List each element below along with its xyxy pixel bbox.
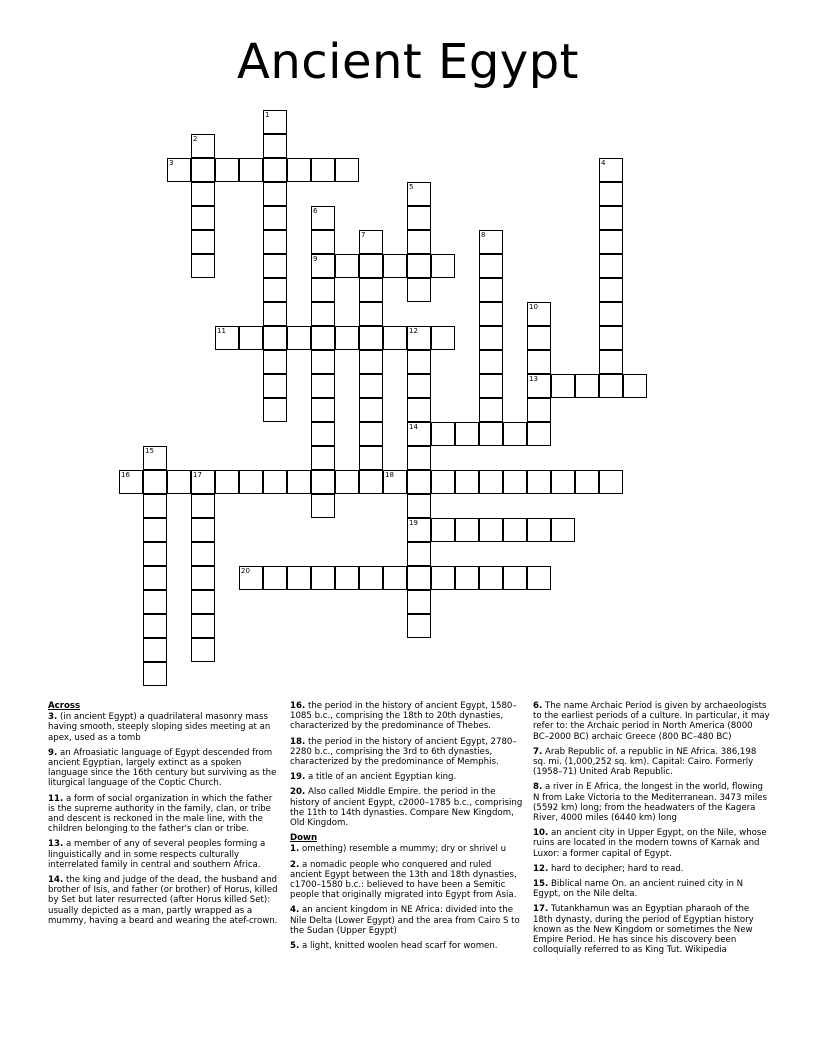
grid-cell[interactable] <box>479 470 503 494</box>
clue-text: a light, knitted woolen head scarf for women. <box>299 941 498 952</box>
grid-cell[interactable] <box>263 374 287 398</box>
grid-cell[interactable] <box>527 374 551 398</box>
clue-item <box>290 701 526 732</box>
grid-cell[interactable] <box>335 566 359 590</box>
clue-number: 18 <box>385 471 394 479</box>
grid-cell[interactable] <box>479 350 503 374</box>
grid-cell[interactable] <box>167 470 191 494</box>
grid-cell[interactable] <box>311 254 335 278</box>
grid-cell[interactable] <box>407 398 431 422</box>
grid-cell[interactable] <box>359 254 383 278</box>
grid-cell[interactable] <box>335 158 359 182</box>
grid-cell[interactable] <box>311 302 335 326</box>
grid-cell[interactable] <box>143 470 167 494</box>
clue-number: 7. <box>533 746 543 757</box>
grid-cell[interactable] <box>311 470 335 494</box>
clue-item <box>533 701 770 742</box>
grid-cell[interactable] <box>551 470 575 494</box>
grid-cell[interactable] <box>191 230 215 254</box>
grid-cell[interactable] <box>407 278 431 302</box>
grid-cell[interactable] <box>311 326 335 350</box>
grid-cell[interactable] <box>407 566 431 590</box>
grid-cell[interactable] <box>407 326 431 350</box>
grid-cell[interactable] <box>623 374 647 398</box>
clue-item <box>48 712 280 743</box>
grid-cell[interactable] <box>263 350 287 374</box>
grid-cell[interactable] <box>311 350 335 374</box>
grid-cell[interactable] <box>263 566 287 590</box>
clue-text: omething) resemble a mummy; dry or shrivel u <box>299 844 507 855</box>
clue-number: 19. <box>290 772 306 783</box>
clue-text: (in ancient Egypt) a quadrilateral masonry mass having smooth, steeply sloping sides meeting at an apex, used as a tomb <box>48 712 271 743</box>
clue-item <box>290 844 526 854</box>
across-clue-list-continued <box>290 701 526 828</box>
grid-cell[interactable] <box>527 350 551 374</box>
clue-number: 16 <box>121 471 130 479</box>
clue-item <box>533 782 770 823</box>
clue-item <box>533 904 770 955</box>
clue-number: 14. <box>48 875 64 886</box>
grid-cell[interactable] <box>479 254 503 278</box>
clues-column-2 <box>290 701 526 956</box>
clue-text: the period in the history of ancient Egypt, 2780–2280 b.c., comprising the 3rd to 6th dynasties, characterized by the predominance of Memphis. <box>290 736 517 768</box>
grid-cell[interactable] <box>575 470 599 494</box>
grid-cell[interactable] <box>599 254 623 278</box>
clue-number: 16. <box>290 701 306 711</box>
grid-cell[interactable] <box>431 518 455 542</box>
clue-item <box>290 941 526 951</box>
clue-text: Arab Republic of. a republic in NE Africa. 386,198 sq. mi. (1,000,252 sq. km). Capital: Cairo. Formerly (1958–71) United Arab Republic. <box>533 746 757 778</box>
clue-number: 20 <box>241 567 250 575</box>
grid-cell[interactable] <box>239 158 263 182</box>
clue-number: 17 <box>193 471 202 479</box>
clue-number: 6. <box>533 701 543 711</box>
grid-cell[interactable] <box>455 470 479 494</box>
grid-cell[interactable] <box>431 422 455 446</box>
clue-text: an ancient city in Upper Egypt, on the Nile, whose ruins are located in the modern towns of Karnak and Luxor: a former capital of Egypt. <box>533 828 767 859</box>
clue-number: 3 <box>169 159 174 167</box>
grid-cell[interactable] <box>407 422 431 446</box>
grid-cell[interactable] <box>191 518 215 542</box>
grid-cell[interactable] <box>527 422 551 446</box>
grid-cell[interactable] <box>359 326 383 350</box>
grid-cell[interactable] <box>599 350 623 374</box>
clue-item <box>533 828 770 859</box>
grid-cell[interactable] <box>191 566 215 590</box>
clue-item <box>533 864 770 874</box>
grid-cell[interactable] <box>479 278 503 302</box>
grid-cell[interactable] <box>407 494 431 518</box>
grid-cell[interactable] <box>479 326 503 350</box>
grid-cell[interactable] <box>143 494 167 518</box>
clue-text: Biblical name On. an ancient ruined city in N Egypt, on the Nile delta. <box>533 879 744 900</box>
grid-cell[interactable] <box>359 350 383 374</box>
grid-cell[interactable] <box>407 590 431 614</box>
grid-cell[interactable] <box>191 182 215 206</box>
clue-text: hard to decipher; hard to read. <box>548 863 684 874</box>
grid-cell[interactable] <box>143 446 167 470</box>
clue-text: the king and judge of the dead, the husband and brother of Isis, and father (or brother) of Horus, killed by Set but later resurrected (after Horus killed Set): usually depicted as a man, partly wrapped as a mummy, having a beard and wearing the atef-crown. <box>48 875 278 926</box>
clue-item <box>290 787 526 828</box>
grid-cell[interactable] <box>503 566 527 590</box>
grid-cell[interactable] <box>527 470 551 494</box>
grid-cell[interactable] <box>263 398 287 422</box>
grid-cell[interactable] <box>431 326 455 350</box>
clue-number: 20. <box>290 787 306 798</box>
grid-cell[interactable] <box>191 614 215 638</box>
grid-cell[interactable] <box>575 374 599 398</box>
grid-cell[interactable] <box>527 398 551 422</box>
grid-cell[interactable] <box>383 326 407 350</box>
across-header: Across <box>48 701 81 711</box>
clues-column-1 <box>48 701 280 931</box>
grid-cell[interactable] <box>551 518 575 542</box>
down-clue-list <box>290 844 526 951</box>
grid-cell[interactable] <box>191 134 215 158</box>
grid-cell[interactable] <box>191 254 215 278</box>
grid-cell[interactable] <box>479 398 503 422</box>
clue-number: 1 <box>265 111 270 119</box>
grid-cell[interactable] <box>311 422 335 446</box>
clue-number: 12. <box>533 863 549 874</box>
grid-cell[interactable] <box>503 422 527 446</box>
grid-cell[interactable] <box>143 542 167 566</box>
grid-cell[interactable] <box>431 254 455 278</box>
grid-cell[interactable] <box>191 158 215 182</box>
clue-number: 1. <box>290 844 300 855</box>
clue-number: 8 <box>481 231 486 239</box>
clue-number: 5. <box>290 941 300 952</box>
clue-number: 10. <box>533 828 549 839</box>
grid-cell[interactable] <box>455 518 479 542</box>
grid-cell[interactable] <box>335 254 359 278</box>
clue-number: 13 <box>529 375 538 383</box>
grid-cell[interactable] <box>431 470 455 494</box>
clue-number: 18. <box>290 736 306 747</box>
clue-text: a nomadic people who conquered and ruled ancient Egypt between the 13th and 18th dynasties, c1700–1580 b.c.: believed to have been a Semitic people that originally migrated into Egypt from Asia. <box>290 859 517 901</box>
grid-cell[interactable] <box>143 614 167 638</box>
grid-cell[interactable] <box>191 638 215 662</box>
grid-cell[interactable] <box>407 182 431 206</box>
grid-cell[interactable] <box>479 374 503 398</box>
grid-cell[interactable] <box>407 470 431 494</box>
grid-cell[interactable] <box>479 422 503 446</box>
grid-cell[interactable] <box>191 470 215 494</box>
clue-number: 12 <box>409 327 418 335</box>
clue-item <box>290 772 526 782</box>
grid-cell[interactable] <box>359 278 383 302</box>
grid-cell[interactable] <box>527 326 551 350</box>
grid-cell[interactable] <box>359 302 383 326</box>
clue-text: The name Archaic Period is given by archaeologists to the earliest periods of a culture. In particular, it may refer to: the Archaic period in North America (8000 BC–2000 BC) archaic Greece (800 BC–480 BC) <box>533 701 770 742</box>
grid-cell[interactable] <box>527 566 551 590</box>
grid-cell[interactable] <box>263 326 287 350</box>
grid-cell[interactable] <box>407 350 431 374</box>
grid-cell[interactable] <box>287 326 311 350</box>
grid-cell[interactable] <box>311 566 335 590</box>
clue-number: 9 <box>313 255 318 263</box>
grid-cell[interactable] <box>599 326 623 350</box>
grid-cell[interactable] <box>215 326 239 350</box>
clue-text: the period in the history of ancient Egypt, 1580–1085 b.c., comprising the 18th to 20th dynasties, characterized by the predominance of Thebes. <box>290 701 517 732</box>
grid-cell[interactable] <box>239 326 263 350</box>
grid-cell[interactable] <box>527 302 551 326</box>
grid-cell[interactable] <box>359 446 383 470</box>
grid-cell[interactable] <box>479 230 503 254</box>
clue-item <box>533 879 770 899</box>
clue-number: 5 <box>409 183 414 191</box>
grid-cell[interactable] <box>527 518 551 542</box>
grid-cell[interactable] <box>407 518 431 542</box>
grid-cell[interactable] <box>287 470 311 494</box>
clue-text: a title of an ancient Egyptian king. <box>305 772 457 783</box>
grid-cell[interactable] <box>503 518 527 542</box>
grid-cell[interactable] <box>311 278 335 302</box>
grid-cell[interactable] <box>599 302 623 326</box>
grid-cell[interactable] <box>479 302 503 326</box>
clue-number: 13. <box>48 839 64 850</box>
grid-cell[interactable] <box>359 230 383 254</box>
clue-number: 3. <box>48 712 58 723</box>
grid-cell[interactable] <box>191 542 215 566</box>
grid-cell[interactable] <box>407 446 431 470</box>
grid-cell[interactable] <box>167 158 191 182</box>
across-clue-list <box>48 712 280 926</box>
grid-cell[interactable] <box>479 518 503 542</box>
grid-cell[interactable] <box>383 566 407 590</box>
clue-text: Also called Middle Empire. the period in the history of ancient Egypt, c2000–1785 b.c., comprising the 11th to 14th dynasties. Compare New Kingdom, Old Kingdom. <box>290 787 523 829</box>
grid-cell[interactable] <box>143 518 167 542</box>
clue-number: 10 <box>529 303 538 311</box>
grid-cell[interactable] <box>551 374 575 398</box>
grid-cell[interactable] <box>599 470 623 494</box>
grid-cell[interactable] <box>239 566 263 590</box>
clue-item <box>48 875 280 926</box>
grid-cell[interactable] <box>215 470 239 494</box>
grid-cell[interactable] <box>263 230 287 254</box>
grid-cell[interactable] <box>599 278 623 302</box>
grid-cell[interactable] <box>599 206 623 230</box>
grid-cell[interactable] <box>287 158 311 182</box>
grid-cell[interactable] <box>119 470 143 494</box>
clue-number: 19 <box>409 519 418 527</box>
grid-cell[interactable] <box>359 398 383 422</box>
grid-cell[interactable] <box>311 398 335 422</box>
grid-cell[interactable] <box>311 158 335 182</box>
clue-text: an ancient kingdom in NE Africa: divided into the Nile Delta (Lower Egypt) and the area from Cairo S to the Sudan (Upper Egypt) <box>290 905 520 936</box>
grid-cell[interactable] <box>479 566 503 590</box>
grid-cell[interactable] <box>599 230 623 254</box>
grid-cell[interactable] <box>599 374 623 398</box>
grid-cell[interactable] <box>239 470 263 494</box>
clue-number: 17. <box>533 904 549 915</box>
grid-cell[interactable] <box>359 422 383 446</box>
grid-cell[interactable] <box>263 134 287 158</box>
grid-cell[interactable] <box>359 566 383 590</box>
clue-number: 4. <box>290 905 300 916</box>
clue-number: 2. <box>290 859 300 870</box>
grid-cell[interactable] <box>407 254 431 278</box>
grid-cell[interactable] <box>143 566 167 590</box>
clue-number: 9. <box>48 747 58 758</box>
grid-cell[interactable] <box>215 158 239 182</box>
grid-cell[interactable] <box>599 158 623 182</box>
grid-cell[interactable] <box>311 446 335 470</box>
down-clue-list-continued <box>533 701 770 955</box>
clue-text: a member of any of several peoples forming a linguistically and in some respects culturally interrelated family in central and southern Africa. <box>48 839 266 870</box>
clue-number: 11. <box>48 793 64 804</box>
grid-cell[interactable] <box>263 302 287 326</box>
grid-cell[interactable] <box>191 494 215 518</box>
clue-number: 4 <box>601 159 606 167</box>
grid-cell[interactable] <box>359 470 383 494</box>
grid-cell[interactable] <box>599 182 623 206</box>
page-title: Ancient Egypt <box>236 34 579 90</box>
grid-cell[interactable] <box>143 590 167 614</box>
clue-text: an Afroasiatic language of Egypt descended from ancient Egyptian, largely extinct as a spoken language since the 16th century but surviving as the liturgical language of the Coptic Church. <box>48 747 277 789</box>
grid-cell[interactable] <box>191 206 215 230</box>
grid-cell[interactable] <box>503 470 527 494</box>
clue-item <box>290 737 526 768</box>
grid-cell[interactable] <box>263 158 287 182</box>
grid-cell[interactable] <box>431 566 455 590</box>
grid-cell[interactable] <box>143 638 167 662</box>
clue-number: 2 <box>193 135 198 143</box>
grid-cell[interactable] <box>335 326 359 350</box>
grid-cell[interactable] <box>263 278 287 302</box>
grid-cell[interactable] <box>407 374 431 398</box>
clue-text: a form of social organization in which the father is the supreme authority in the family, clan, or tribe and descent is reckoned in the male line, with the children belonging to the father's clan or tribe. <box>48 793 273 835</box>
clue-item <box>290 860 526 901</box>
grid-cell[interactable] <box>359 374 383 398</box>
clue-item <box>290 905 526 936</box>
clue-number: 15 <box>145 447 154 455</box>
grid-cell[interactable] <box>455 566 479 590</box>
clues-column-3 <box>533 701 770 960</box>
grid-cell[interactable] <box>263 110 287 134</box>
clue-number: 11 <box>217 327 226 335</box>
grid-cell[interactable] <box>407 542 431 566</box>
down-header: Down <box>290 833 318 844</box>
grid-cell[interactable] <box>383 254 407 278</box>
clue-item <box>48 839 280 870</box>
clue-text: Tutankhamun was an Egyptian pharaoh of the 18th dynasty, during the period of Egyptian history known as the New Kingdom or sometimes the New Empire Period. He has since his discovery been colloquially referred to as King Tut. Wikipedia <box>533 904 754 956</box>
grid-cell[interactable] <box>407 206 431 230</box>
clue-number: 7 <box>361 231 366 239</box>
grid-cell[interactable] <box>263 254 287 278</box>
clue-number: 15. <box>533 879 549 890</box>
grid-cell[interactable] <box>287 566 311 590</box>
clue-text: a river in E Africa, the longest in the world, flowing N from Lake Victoria to the Mediterranean. 3473 miles (5592 km) long; from the headwaters of the Kagera River, 4000 miles (6440 km) long <box>533 782 767 824</box>
grid-cell[interactable] <box>455 422 479 446</box>
clue-number: 14 <box>409 423 418 431</box>
grid-cell[interactable] <box>263 206 287 230</box>
grid-cell[interactable] <box>143 662 167 686</box>
grid-cell[interactable] <box>191 590 215 614</box>
grid-cell[interactable] <box>383 470 407 494</box>
grid-cell[interactable] <box>311 494 335 518</box>
grid-cell[interactable] <box>335 470 359 494</box>
clue-item <box>48 794 280 835</box>
grid-cell[interactable] <box>311 206 335 230</box>
grid-cell[interactable] <box>311 374 335 398</box>
grid-cell[interactable] <box>263 182 287 206</box>
grid-cell[interactable] <box>407 614 431 638</box>
clue-item <box>533 747 770 778</box>
clue-number: 6 <box>313 207 318 215</box>
grid-cell[interactable] <box>311 230 335 254</box>
clue-item <box>48 748 280 789</box>
grid-cell[interactable] <box>263 470 287 494</box>
grid-cell[interactable] <box>407 230 431 254</box>
clue-number: 8. <box>533 782 543 793</box>
